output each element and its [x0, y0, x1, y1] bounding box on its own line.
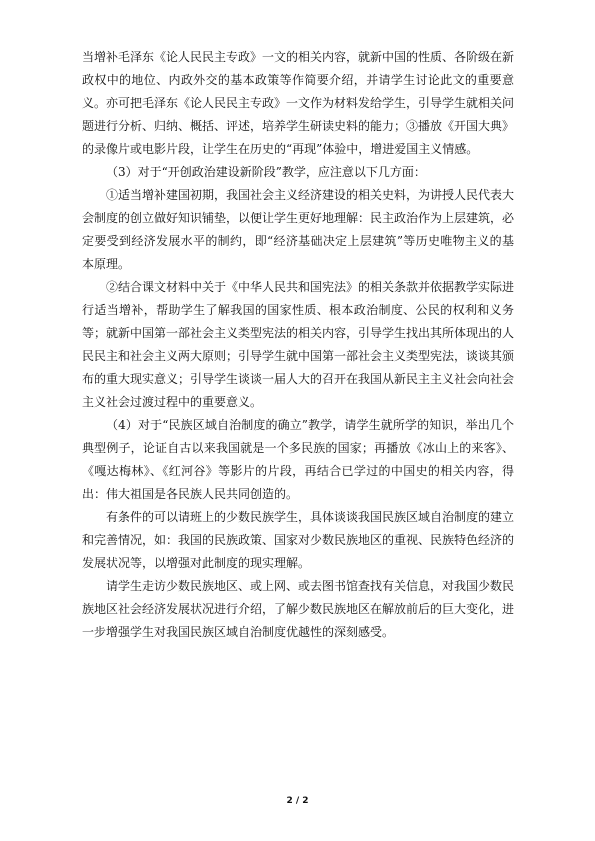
page-number: 2 / 2	[286, 796, 309, 806]
paragraph-minority-students: 有条件的可以请班上的少数民族学生，具体谈谈我国民族区域自治制度的建立和完善情况，如：我国的民族政策、国家对少数民族地区的重视、民族特色经济的发展状况等，以增强对此制度的现实理解。	[82, 510, 515, 570]
paragraph-field-research: 请学生走访少数民族地区、或上网、或去图书馆查找有关信息，对我国少数民族地区社会经济发展状况进行介绍，了解少数民族地区在解放前后的巨大变化，进一步增强学生对我国民族区域自治制度优越性的深刻感受。	[82, 579, 515, 639]
document-body	[82, 46, 514, 644]
paragraph-constitution: ②结合课文材料中关于《中华人民共和国宪法》的相关条款并依据教学实际进行适当增补，帮助学生了解我国的国家性质、根本政治制度、公民的权利和义务等；就新中国第一部社会主义类型宪法的相关内容，引导学生找出其所体现出的人民民主和社会主义两大原则；引导学生就中国第一部社会主义类型宪法，谈谈其颁布的重大现实意义；引导学生谈谈一届人大的召开在我国从新民主主义社会向社会主义社会过渡过程中的重要意义。	[82, 280, 515, 409]
paragraph-economic-history: ①适当增补建国初期，我国社会主义经济建设的相关史料，为讲授人民代表大会制度的创立做好知识铺垫，以便让学生更好地理解：民主政治作为上层建筑，必定要受到经济发展水平的制约，即“经济基础决定上层建筑”等历史唯物主义的基本原理。	[82, 188, 515, 271]
paragraph-political-construction-heading: （3）对于“开创政治建设新阶段”教学，应注意以下几方面：	[106, 165, 426, 179]
paragraph-ethnic-autonomy: （4）对于“民族区域自治制度的确立”教学，请学生就所学的知识，举出几个典型例子，论证自古以来我国就是一个多民族的国家；再播放《冰山上的来客》、《嘎达梅林》、《红河谷》等影片的片段，再结合已学过的中国史的相关内容，得出：伟大祖国是各民族人民共同创造的。	[82, 418, 514, 501]
paragraph-mao-article: 当增补毛泽东《论人民民主专政》一文的相关内容，就新中国的性质、各阶级在新政权中的地位、内政外交的基本政策等作简要介绍，并请学生讨论此文的重要意义。亦可把毛泽东《论人民民主专政》一文作为材料发给学生，引导学生就相关问题进行分析、归纳、概括、评述，培养学生研读史料的能力；③播放《开国大典》的录像片或电影片段，让学生在历史的“再现”体验中，增进爱国主义情感。	[82, 50, 515, 156]
